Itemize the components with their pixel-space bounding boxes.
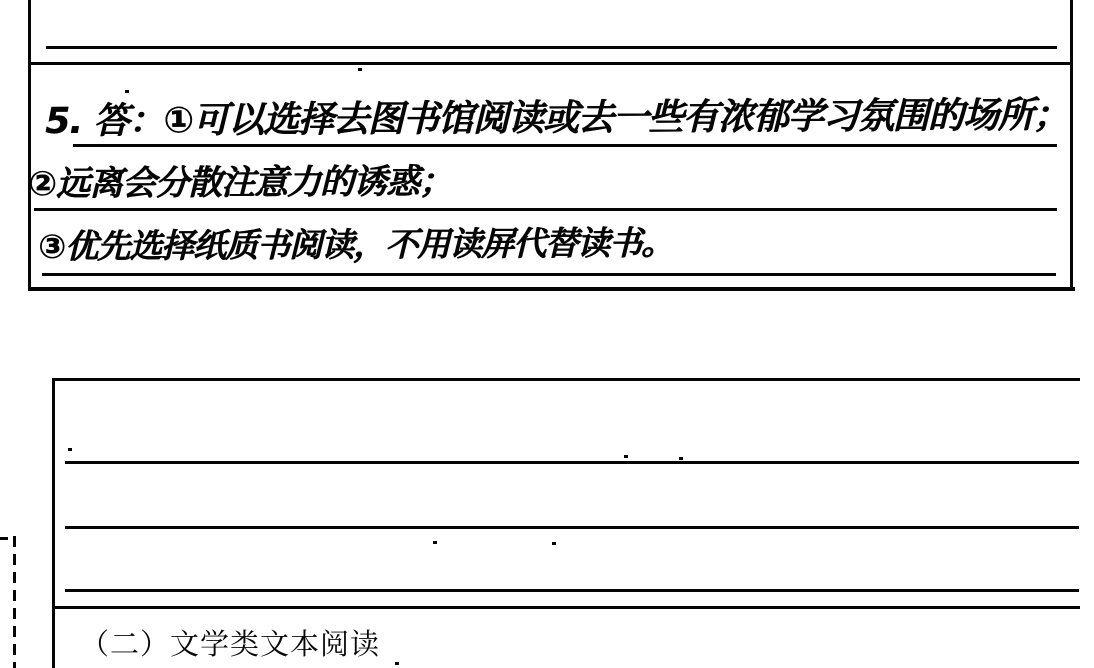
scan-noise-dot (679, 457, 683, 460)
handwritten-answer-line-1: 5. 答：①可以选择去图书馆阅读或去一些有浓郁学习氛围的场所； (44, 94, 1068, 143)
scan-noise-dot (68, 448, 72, 451)
empty-box-ruled-line-2 (65, 526, 1079, 529)
previous-ruled-line (46, 46, 1057, 49)
empty-box-left-border (52, 378, 55, 668)
fold-mark-dashed-line (13, 536, 16, 668)
fold-mark-tick (0, 537, 8, 540)
handwritten-answer-line-3: ③优先选择纸质书阅读，不用读屏代替读书。 (37, 223, 674, 266)
scan-noise-dot (125, 90, 129, 93)
empty-box-ruled-line-1 (65, 461, 1079, 464)
answer-box-bottom-border (28, 287, 1075, 291)
handwritten-answer-line-2: ②远离会分散注意力的诱惑； (27, 161, 452, 205)
upper-box-left-border (28, 0, 31, 291)
section-heading: （二）文学类文本阅读 (80, 629, 381, 661)
empty-box-top-border (52, 378, 1080, 381)
ruled-line-3 (42, 273, 1056, 276)
upper-box-right-border (1070, 0, 1073, 291)
ruled-line-2 (34, 208, 1057, 211)
answer-box-top-border (28, 62, 1073, 65)
scan-noise-dot (433, 541, 437, 544)
empty-box-bottom-border (52, 606, 1080, 609)
scan-noise-dot (395, 662, 399, 665)
scan-noise-dot (552, 542, 556, 545)
empty-box-ruled-line-3 (65, 589, 1079, 592)
scan-noise-dot (624, 455, 628, 458)
scan-noise-dot (358, 68, 362, 71)
ruled-line-1 (73, 144, 1057, 147)
